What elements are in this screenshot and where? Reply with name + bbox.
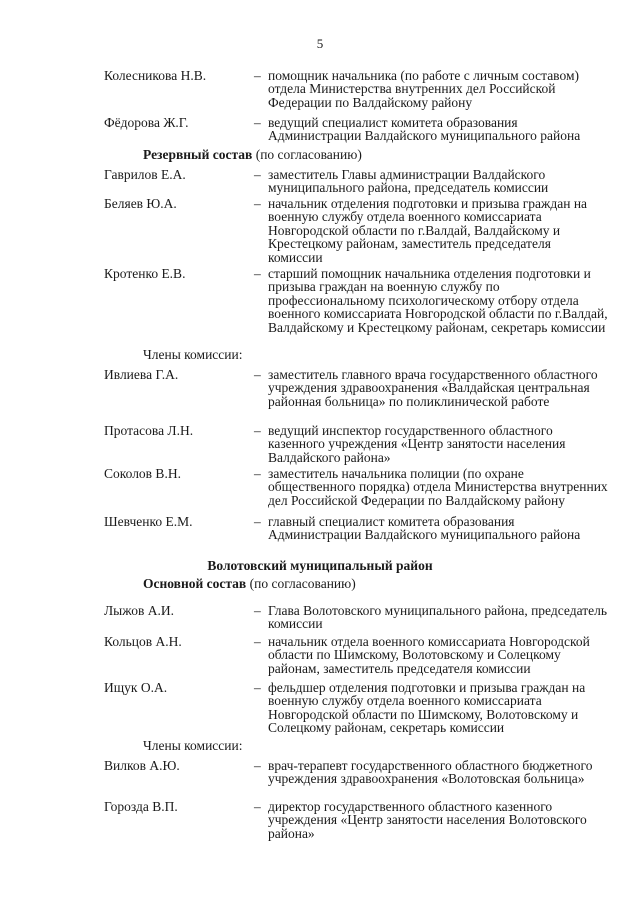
member-position: директор государственного областного казенного учреждения «Центр занятости населения Волотовского района»: [268, 799, 587, 841]
members-label: Члены комиссии:: [143, 347, 243, 362]
reserve-heading: [143, 148, 362, 162]
member-name: Гаврилов Е.А.: [104, 167, 186, 182]
main-composition-heading-bold: Основной состав: [143, 576, 247, 591]
dash: –: [254, 167, 261, 182]
main-composition-heading-note: (по согласованию): [246, 576, 356, 591]
member-position: главный специалист комитета образования Администрации Валдайского муниципального района: [268, 514, 581, 543]
member-position: ведущий специалист комитета образования Администрации Валдайского муниципального района: [268, 115, 581, 144]
member-position: фельдшер отделения подготовки и призыва граждан на военную службу отдела военного комиссариата Новгородской области по Шимскому, Волотовскому и Солецкому районам, секретарь комиссии: [268, 680, 586, 736]
member-name: Беляев Ю.А.: [104, 196, 177, 211]
dash: –: [254, 603, 261, 618]
member-position: начальник отделения подготовки и призыва граждан на военную службу отдела военного комиссариата Новгородской области по г.Валдай, Валдайскому и Крестецкому районам, заместитель председателя комиссии: [268, 196, 588, 265]
dash: –: [254, 680, 261, 695]
dash: –: [254, 367, 261, 382]
member-name: Кротенко Е.В.: [104, 266, 186, 281]
member-name: Вилков А.Ю.: [104, 758, 180, 773]
district-title: Волотовский муниципальный район: [207, 558, 433, 573]
member-position: старший помощник начальника отделения подготовки и призыва граждан на военную службу по профессиональному психологическому отбору отдела военного комиссариата Новгородской области по г.Валдай, Валдайскому и Крестецкому районам, секретарь комиссии: [268, 266, 608, 335]
member-name: Кольцов А.Н.: [104, 634, 182, 649]
member-position: заместитель Главы администрации Валдайского муниципального района, председатель комиссии: [268, 167, 549, 196]
member-position: врач-терапевт государственного областного бюджетного учреждения здравоохранения «Волотовская больница»: [268, 758, 593, 787]
member-position: помощник начальника (по работе с личным составом) отдела Министерства внутренних дел Российской Федерации по Валдайскому району: [268, 68, 579, 110]
dash: –: [254, 266, 261, 281]
member-position: ведущий инспектор государственного областного казенного учреждения «Центр занятости населения Валдайского района»: [268, 423, 566, 465]
member-name: Горозда В.П.: [104, 799, 178, 814]
dash: –: [254, 423, 261, 438]
dash: –: [254, 68, 261, 83]
member-name: Ивлиева Г.А.: [104, 367, 179, 382]
dash: –: [254, 466, 261, 481]
dash: –: [254, 514, 261, 529]
dash: –: [254, 758, 261, 773]
member-name: Соколов В.Н.: [104, 466, 181, 481]
member-name: Фёдорова Ж.Г.: [104, 115, 189, 130]
member-position: Глава Волотовского муниципального района, председатель комиссии: [268, 603, 608, 632]
members-label: Члены комиссии:: [143, 738, 243, 753]
dash: –: [254, 196, 261, 211]
member-name: Колесникова Н.В.: [104, 68, 207, 83]
dash: –: [254, 799, 261, 814]
member-name: Шевченко Е.М.: [104, 514, 193, 529]
dash: –: [254, 634, 261, 649]
member-name: Лыжов А.И.: [104, 603, 174, 618]
dash: –: [254, 115, 261, 130]
member-position: заместитель начальника полиции (по охране общественного порядка) отдела Министерства внутренних дел Российской Федерации по Валдайскому району: [268, 466, 608, 508]
page-number: 5: [316, 36, 324, 51]
main-composition-heading: [143, 577, 356, 591]
member-name: Ищук О.А.: [104, 680, 168, 695]
member-position: начальник отдела военного комиссариата Новгородской области по Шимскому, Волотовскому и Солецкому районам, заместитель председателя комиссии: [268, 634, 590, 676]
reserve-heading-note: (по согласованию): [252, 147, 362, 162]
member-position: заместитель главного врача государственного областного учреждения здравоохранения «Валдайская центральная районная больница» по поликлинической работе: [268, 367, 598, 409]
member-name: Протасова Л.Н.: [104, 423, 194, 438]
reserve-heading-bold: Резервный состав: [143, 147, 253, 162]
